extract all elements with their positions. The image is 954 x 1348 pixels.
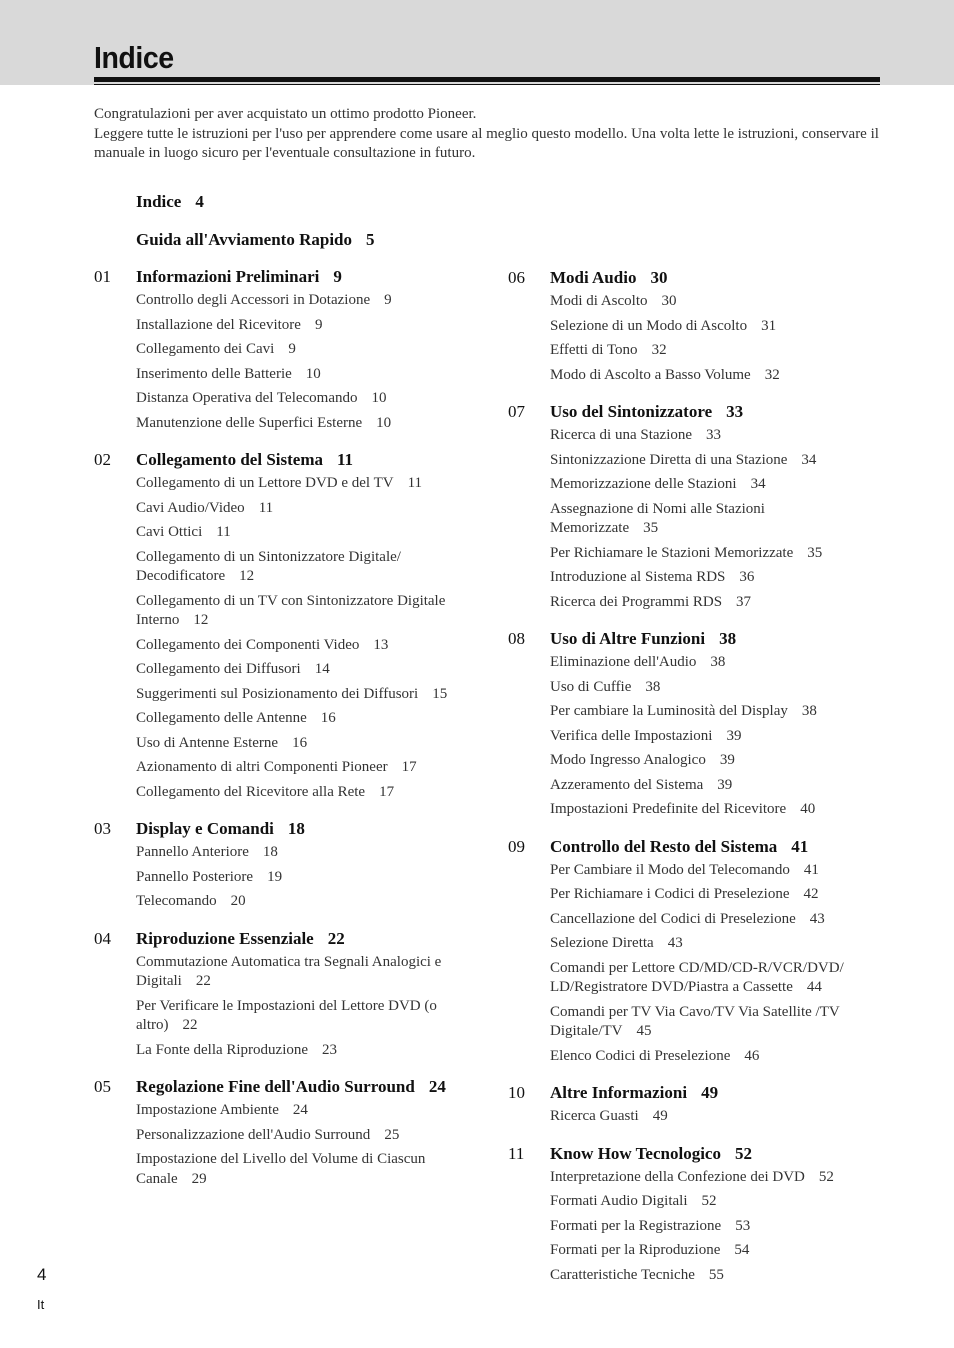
section-heading[interactable] (508, 836, 873, 858)
toc-item-title: Selezione Diretta (550, 935, 654, 951)
toc-item-title: Ricerca dei Programmi RDS (550, 593, 723, 610)
toc-item-page: 39 (719, 752, 735, 768)
section-title-wrap (550, 1143, 860, 1165)
toc-item[interactable] (136, 414, 481, 434)
section-heading[interactable] (508, 628, 873, 650)
toc-item[interactable] (550, 593, 870, 613)
toc-item-page: 11 (258, 499, 274, 516)
toc-section (508, 628, 873, 820)
toc-item[interactable] (550, 934, 870, 954)
toc-item-title: Uso di Cuffie (550, 678, 632, 695)
toc-entry-page: 5 (366, 230, 375, 249)
toc-item[interactable] (136, 1041, 481, 1061)
toc-item-page: 39 (717, 776, 733, 793)
section-page: 11 (336, 450, 354, 469)
toc-item-title: Modo di Ascolto a Basso Volume (550, 366, 751, 383)
toc-item[interactable] (550, 776, 870, 796)
section-number: 11 (508, 1143, 525, 1163)
section-title-wrap (550, 267, 860, 289)
section-items (550, 653, 873, 820)
toc-item[interactable] (136, 1101, 481, 1121)
toc-item-page: 35 (643, 520, 659, 536)
toc-item[interactable] (550, 885, 870, 905)
toc-entry-page: 4 (195, 192, 204, 211)
toc-item-page: 9 (314, 316, 323, 333)
toc-item-page: 43 (809, 910, 825, 927)
toc-item[interactable] (136, 997, 481, 1036)
section-number: 05 (94, 1077, 111, 1096)
toc-item[interactable] (550, 1192, 870, 1212)
section-title-wrap (550, 401, 860, 423)
toc-item-page: 41 (803, 861, 819, 878)
toc-item-title: Ricerca di una Stazione (550, 427, 693, 443)
title-rule-thin (94, 84, 880, 85)
toc-item[interactable] (136, 660, 481, 680)
section-title: Informazioni Preliminari (136, 267, 320, 286)
toc-item[interactable] (136, 758, 481, 778)
toc-item-page: 32 (651, 342, 667, 358)
toc-item-title: Eliminazione dell'Audio (550, 654, 697, 670)
toc-item-page: 37 (736, 593, 752, 610)
toc-item-page: 33 (706, 427, 722, 443)
toc-item[interactable] (550, 1241, 870, 1261)
toc-item[interactable] (550, 451, 870, 471)
toc-item[interactable] (550, 751, 870, 771)
toc-item-title: Inserimento delle Batterie (136, 365, 292, 382)
toc-item-page: 14 (314, 661, 330, 677)
toc-item-title: Azionamento di altri Componenti Pioneer (136, 759, 388, 775)
toc-item[interactable] (550, 1003, 870, 1042)
toc-item-page: 32 (764, 366, 780, 383)
section-title: Uso del Sintonizzatore (550, 402, 713, 421)
toc-item-title: Memorizzazione delle Stazioni (550, 476, 737, 492)
section-heading[interactable] (94, 1076, 459, 1098)
section-heading[interactable] (508, 1143, 873, 1165)
toc-item[interactable] (136, 291, 481, 311)
toc-entry[interactable] (136, 192, 375, 230)
toc-item[interactable] (136, 953, 481, 992)
section-page: 22 (327, 928, 345, 948)
toc-item-title: Controllo degli Accessori in Dotazione (136, 292, 371, 308)
section-title-wrap (550, 628, 860, 650)
toc-item-title: Telecomando (136, 893, 217, 909)
section-items (136, 474, 459, 802)
toc-item[interactable] (136, 1126, 481, 1146)
toc-item-title: Formati per la Registrazione (550, 1217, 722, 1234)
section-number: 07 (508, 402, 525, 421)
section-number: 03 (94, 819, 111, 838)
toc-item-page: 36 (739, 569, 755, 585)
toc-item-page: 22 (195, 973, 211, 989)
toc-item[interactable] (136, 499, 481, 519)
toc-item-page: 55 (708, 1266, 724, 1283)
toc-item[interactable] (550, 678, 870, 698)
toc-item-page: 35 (807, 544, 823, 561)
section-title: Modi Audio (550, 268, 637, 287)
section-title: Altre Informazioni (550, 1083, 688, 1102)
section-title-wrap (136, 1076, 446, 1098)
section-page: 38 (719, 629, 737, 648)
toc-item[interactable] (550, 861, 870, 881)
toc-section (94, 928, 459, 1061)
toc-item[interactable] (550, 800, 870, 820)
section-heading[interactable] (508, 401, 873, 423)
toc-item[interactable] (550, 910, 870, 930)
toc-item-page: 12 (239, 568, 255, 584)
toc-item-title: Installazione del Ricevitore (136, 316, 301, 333)
toc-item-page: 20 (230, 893, 246, 909)
section-heading[interactable] (94, 266, 459, 288)
section-page: 24 (428, 1077, 446, 1096)
toc-item-title: Comandi per TV Via Cavo/TV Via Satellite /TV Digitale/TV (550, 1003, 840, 1039)
toc-item-title: Manutenzione delle Superfici Esterne (136, 414, 363, 431)
page-number: 4 (37, 1265, 47, 1284)
toc-item[interactable] (136, 316, 481, 336)
toc-section (508, 1082, 873, 1127)
section-heading[interactable] (94, 818, 459, 840)
toc-item-title: Selezione di un Modo di Ascolto (550, 317, 748, 334)
toc-item[interactable] (550, 475, 870, 495)
section-items (136, 291, 459, 433)
section-page: 33 (726, 402, 744, 421)
toc-item-title: Impostazioni Predefinite del Ricevitore (550, 801, 787, 817)
toc-item-page: 17 (379, 783, 395, 800)
toc-item-page: 38 (801, 703, 817, 719)
toc-item[interactable] (136, 709, 481, 729)
toc-item[interactable] (136, 389, 481, 409)
toc-item-title: Verifica delle Impostazioni (550, 727, 713, 744)
toc-item-page: 49 (652, 1108, 668, 1124)
toc-item[interactable] (550, 1266, 870, 1286)
toc-item-title: Effetti di Tono (550, 342, 638, 358)
toc-item-title: Pannello Anteriore (136, 844, 249, 860)
toc-item[interactable] (550, 317, 870, 337)
toc-item-title: Caratteristiche Tecniche (550, 1266, 695, 1283)
toc-item[interactable] (136, 523, 481, 543)
toc-item-page: 40 (800, 801, 816, 817)
section-number: 06 (508, 268, 525, 287)
section-title: Display e Comandi (136, 819, 274, 838)
toc-item-title: Cancellazione del Codici di Preselezione (550, 910, 796, 927)
section-items (550, 292, 873, 385)
toc-item-page: 42 (803, 886, 819, 902)
toc-item[interactable] (136, 734, 481, 754)
toc-item-title: Azzeramento del Sistema (550, 776, 704, 793)
toc-item-title: Impostazione Ambiente (136, 1102, 279, 1118)
section-title: Uso di Altre Funzioni (550, 629, 706, 648)
intro-text (94, 105, 884, 164)
toc-item-page: 13 (373, 636, 389, 653)
toc-item-page: 52 (701, 1193, 717, 1209)
section-heading[interactable] (508, 267, 873, 289)
toc-item-page: 44 (806, 979, 822, 995)
section-number: 01 (94, 267, 111, 286)
section-heading[interactable] (94, 928, 459, 950)
toc-item-page: 19 (267, 868, 283, 885)
toc-item-title: Cavi Audio/Video (136, 499, 245, 516)
toc-item-page: 12 (193, 612, 209, 628)
section-page: 18 (287, 819, 305, 838)
section-page: 30 (650, 268, 668, 287)
toc-item-title: Per Verificare le Impostazioni del Lettore DVD (o altro) (136, 997, 437, 1033)
toc-section (94, 818, 459, 912)
toc-item[interactable] (136, 548, 481, 587)
section-title: Riproduzione Essenziale (136, 928, 314, 948)
toc-item-title: Comandi per Lettore CD/MD/CD-R/VCR/DVD/ LD/Registratore DVD/Piastra a Cassette (550, 959, 844, 995)
toc-item[interactable] (550, 959, 870, 998)
toc-item-title: Suggerimenti sul Posizionamento dei Diffusori (136, 685, 419, 702)
toc-item-page: 31 (761, 317, 777, 334)
toc-section (508, 267, 873, 385)
toc-item-title: Formati Audio Digitali (550, 1193, 688, 1209)
toc-item-title: Impostazione del Livello del Volume di Ciascun Canale (136, 1151, 426, 1187)
toc-item[interactable] (136, 340, 481, 360)
section-title: Regolazione Fine dell'Audio Surround (136, 1077, 415, 1096)
toc-item-title: Interpretazione della Confezione dei DVD (550, 1168, 805, 1185)
toc-item[interactable] (550, 426, 870, 446)
toc-item[interactable] (550, 1168, 870, 1188)
toc-item[interactable] (550, 702, 870, 722)
toc-item-page: 18 (262, 844, 278, 860)
toc-item[interactable] (136, 685, 481, 705)
toc-item-page: 43 (667, 935, 683, 951)
toc-item[interactable] (550, 568, 870, 588)
toc-item-title: Collegamento di un TV con Sintonizzatore Digitale Interno (136, 592, 446, 628)
toc-item-title: Per Cambiare il Modo del Telecomando (550, 861, 790, 878)
toc-item-title: Collegamento dei Diffusori (136, 661, 301, 677)
toc-item[interactable] (550, 500, 870, 539)
toc-item-title: La Fonte della Riproduzione (136, 1041, 309, 1058)
toc-section (508, 836, 873, 1067)
section-number: 09 (508, 836, 525, 856)
toc-item-page: 39 (726, 727, 742, 744)
toc-item-page: 30 (661, 293, 677, 309)
toc-item-page: 46 (744, 1047, 760, 1064)
section-page: 49 (701, 1083, 719, 1102)
section-number: 04 (94, 928, 111, 948)
section-number: 02 (94, 450, 111, 469)
toc-item-page: 10 (371, 390, 387, 406)
toc-item-title: Collegamento di un Lettore DVD e del TV (136, 475, 394, 491)
toc-item-title: Modi di Ascolto (550, 293, 648, 309)
toc-item[interactable] (550, 727, 870, 747)
section-title-wrap (550, 1082, 860, 1104)
toc-item-page: 45 (636, 1023, 652, 1039)
toc-item-page: 38 (710, 654, 726, 670)
toc-item-title: Per cambiare la Luminosità del Display (550, 703, 788, 719)
section-items (550, 1168, 873, 1286)
toc-item-page: 24 (292, 1102, 308, 1118)
toc-entry[interactable] (136, 230, 375, 268)
toc-item-page: 16 (320, 710, 336, 726)
toc-item-page: 9 (384, 292, 392, 308)
toc-item[interactable] (136, 1150, 481, 1189)
toc-item[interactable] (550, 341, 870, 361)
toc-item-page: 16 (292, 734, 308, 751)
intro-line-1: Congratulazioni per aver acquistato un ottimo prodotto Pioneer. (94, 106, 477, 122)
toc-item-page: 9 (288, 341, 296, 357)
toc-column-left (94, 266, 459, 1205)
toc-item-page: 38 (645, 678, 661, 695)
toc-item-title: Uso di Antenne Esterne (136, 734, 279, 751)
toc-item-page: 52 (818, 1168, 834, 1185)
section-title: Know How Tecnologico (550, 1143, 721, 1163)
section-heading[interactable] (508, 1082, 873, 1104)
section-items (550, 861, 873, 1067)
intro-line-2: Leggere tutte le istruzioni per l'uso per apprendere come usare al meglio questo modello. Una volta lette le istruzioni, conservare il manuale in luogo sicuro per l'eventuale consultazione in futuro. (94, 125, 879, 161)
section-heading[interactable] (94, 449, 459, 471)
toc-item-page: 54 (734, 1242, 750, 1258)
toc-item[interactable] (136, 892, 481, 912)
section-items (550, 426, 873, 612)
toc-item-page: 11 (407, 475, 423, 491)
toc-item[interactable] (550, 1217, 870, 1237)
toc-item-page: 34 (801, 451, 817, 468)
toc-item-title: Commutazione Automatica tra Segnali Analogici e Digitali (136, 953, 442, 989)
toc-section (508, 1143, 873, 1286)
toc-item-title: Personalizzazione dell'Audio Surround (136, 1126, 371, 1143)
section-page: 41 (791, 836, 809, 856)
section-title: Controllo del Resto del Sistema (550, 836, 778, 856)
section-title-wrap (136, 818, 446, 840)
toc-item-title: Collegamento delle Antenne (136, 710, 307, 726)
toc-item[interactable] (136, 868, 481, 888)
page-title: Indice (94, 40, 174, 75)
toc-item-page: 10 (305, 365, 321, 382)
toc-item-title: Introduzione al Sistema RDS (550, 569, 726, 585)
toc-section (508, 401, 873, 612)
toc-item-page: 22 (182, 1017, 198, 1033)
toc-section (94, 1076, 459, 1189)
toc-item-title: Modo Ingresso Analogico (550, 752, 706, 768)
toc-item-page: 15 (432, 685, 448, 702)
section-page: 52 (734, 1143, 752, 1163)
toc-item-page: 17 (401, 759, 417, 775)
section-page: 9 (333, 267, 342, 286)
section-title: Collegamento del Sistema (136, 450, 323, 469)
toc-item[interactable] (136, 636, 481, 656)
toc-item-page: 53 (735, 1217, 751, 1234)
toc-entry-title: Guida all'Avviamento Rapido (136, 230, 352, 249)
toc-section (94, 449, 459, 802)
toc-item-title: Cavi Ottici (136, 524, 203, 540)
toc-column-right (508, 267, 873, 1301)
toc-item-title: Pannello Posteriore (136, 868, 254, 885)
toc-item-page: 11 (216, 524, 231, 540)
toc-item-title: Ricerca Guasti (550, 1108, 639, 1124)
section-title-wrap (136, 266, 446, 288)
toc-item-page: 29 (191, 1170, 207, 1187)
toc-item[interactable] (136, 783, 481, 803)
toc-item-title: Collegamento del Ricevitore alla Rete (136, 783, 366, 800)
toc-item-title: Elenco Codici di Preselezione (550, 1047, 731, 1064)
section-title-wrap (550, 836, 860, 858)
toc-item-title: Per Richiamare le Stazioni Memorizzate (550, 544, 794, 561)
toc-item-title: Sintonizzazione Diretta di una Stazione (550, 451, 788, 468)
toc-item-page: 25 (384, 1126, 400, 1143)
section-items (550, 1107, 873, 1127)
toc-section (94, 266, 459, 433)
toc-entry-title: Indice (136, 192, 182, 211)
toc-item-page: 34 (750, 476, 766, 492)
toc-item[interactable] (550, 366, 870, 386)
top-entries (136, 192, 375, 268)
toc-item-title: Per Richiamare i Codici di Preselezione (550, 886, 790, 902)
section-items (136, 1101, 459, 1189)
toc-item-title: Distanza Operativa del Telecomando (136, 390, 358, 406)
section-number: 10 (508, 1083, 525, 1102)
toc-item[interactable] (550, 1107, 870, 1127)
toc-item[interactable] (136, 843, 481, 863)
section-title-wrap (136, 449, 446, 471)
toc-item[interactable] (136, 592, 481, 631)
toc-item[interactable] (550, 1047, 870, 1067)
section-title-wrap (136, 928, 446, 950)
toc-item[interactable] (550, 544, 870, 564)
toc-item-title: Formati per la Riproduzione (550, 1242, 721, 1258)
toc-item[interactable] (136, 365, 481, 385)
toc-item[interactable] (550, 292, 870, 312)
language-code: It (37, 1297, 45, 1312)
toc-item-page: 23 (322, 1041, 338, 1058)
toc-item-title: Collegamento di un Sintonizzatore Digitale/ Decodificatore (136, 548, 401, 584)
toc-item[interactable] (550, 653, 870, 673)
toc-item-title: Assegnazione di Nomi alle Stazioni Memorizzate (550, 500, 765, 536)
section-number: 08 (508, 629, 525, 648)
toc-item-title: Collegamento dei Cavi (136, 341, 275, 357)
title-rule (94, 77, 880, 82)
section-items (136, 843, 459, 912)
section-items (136, 953, 459, 1061)
toc-item-title: Collegamento dei Componenti Video (136, 636, 360, 653)
toc-item-page: 10 (376, 414, 392, 431)
toc-item[interactable] (136, 474, 481, 494)
